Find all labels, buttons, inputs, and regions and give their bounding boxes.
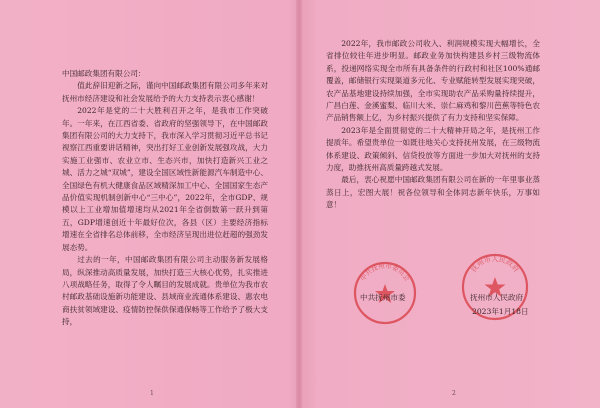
signer-government: 抚州市人民政府: [470, 293, 524, 302]
page-number: 2: [452, 389, 456, 397]
paragraph: 过去的一年，中国邮政集团有限公司主动服务新发展格局，纵深推动高质量发展，加快打造三大核心优势，扎实推进八项战略任务，取得了令人瞩目的发展成就。贵单位为我市农村邮政基础设施新功能建设、县域商业流通体系建设、惠农电商扶贫领域建设、疫情防控保供保通保畅等工作给予了极大支持，: [62, 255, 268, 327]
signer-party-committee: 中共抚州市委: [360, 293, 406, 302]
right-page: [302, 0, 600, 408]
seal-text: 抚州市人民政府: [469, 255, 521, 274]
page-number: 1: [150, 389, 154, 397]
paragraph: 值此辞旧迎新之际，谨向中国邮政集团有限公司多年来对抚州市经济建设和社会发展给予的大力支持表示衷心感谢！: [62, 81, 268, 103]
left-page: [0, 0, 296, 408]
svg-text:中共抚州市委员会: [358, 261, 412, 283]
paragraph: 2022年，我市邮政公司收入、利润规模实现大幅增长，全省排位较往年进步明显。邮政业务加快构建县乡村三级物流体系，投递网络实现全市所有具备条件的行政村和社区100%通邮覆盖，邮储银行实现渠道多元化、专业赋能转型发展实现突破，农产品基地建设持续加强，全市实现助农产品采购量持续提升，广昌白莲、金溪蜜梨、临川大米、崇仁麻鸡和黎川芭蕉等特色农产品销售额上亿，为乡村振兴提供了有力支持和坚实保障。: [326, 39, 540, 123]
paragraph: 最后，衷心祝愿中国邮政集团有限公司在新的一年里事业蒸蒸日上，宏图大展！祝各位领导和全体同志新年快乐，万事如意！: [326, 175, 540, 210]
left-page-body: [62, 68, 268, 329]
svg-text:抚州市人民政府: [469, 254, 521, 274]
signature-block: [342, 255, 552, 336]
right-page-body: [326, 38, 540, 212]
paragraph: 2022年是党的二十大胜利召开之年，是我市工作突破年。一年来，在江西省委、省政府的坚强领导下，在中国邮政集团有限公司的大力支持下，我市深入学习贯彻习近平总书记视察江西重要讲话精神，突出打好工业创新发展强攻战，大力实施工业强市、农业立市、生态兴市，加快打造新兴工业之城、活力之城“双城”，建设全国区域性新能源汽车制造中心、全国绿色有机大健康食品区域精深加工中心、全国国家生态产品价值实现机制创新中心“三中心”，2022年，全市GDP、规模以上工业增加值增速均从2021年全省倒数第一跃升到第五，GDP增速创近十年最好位次，各县（区）主要经济指标增速在全省排名总体前移，全市经济呈现出进位赶超的强劲发展态势。: [62, 106, 268, 252]
signature-date: 2023年1月18日: [472, 307, 529, 316]
paragraph: 2023年是全面贯彻党的二十大精神开局之年，是抚州工作提质年。希望贵单位一如既往地关心支持抚州发展，在三级物流体系建设、政策倾斜、信贷投放等方面进一步加大对抚州的支持力度，助推抚州高质量跨越式发展。: [326, 125, 540, 173]
salutation: 中国邮政集团有限公司：: [62, 69, 146, 78]
seal-text: 中共抚州市委员会: [358, 262, 412, 283]
